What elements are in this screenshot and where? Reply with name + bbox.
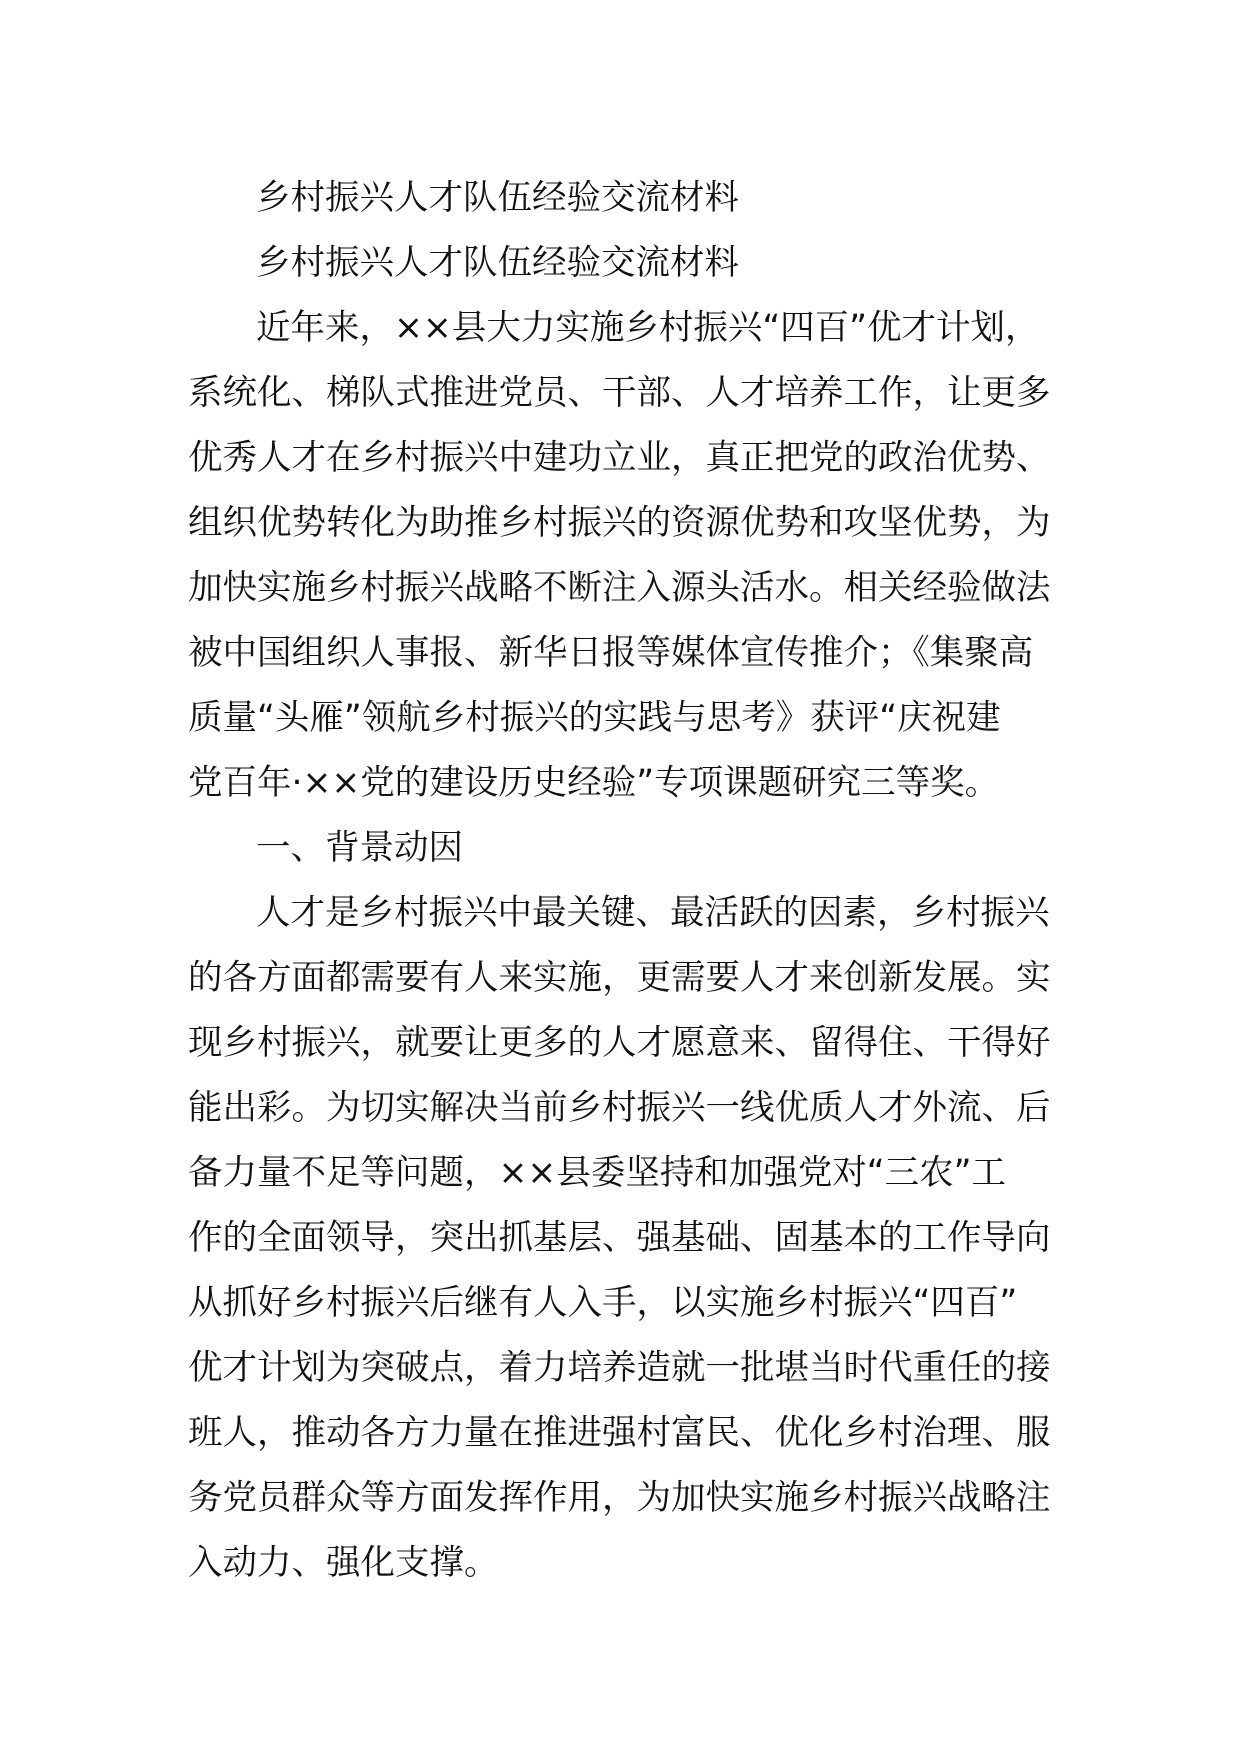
paragraph-line: 能出彩。为切实解决当前乡村振兴一线优质人才外流、后 [188, 1088, 1051, 1128]
paragraph-line: 从抓好乡村振兴后继有人入手，以实施乡村振兴“四百” [188, 1283, 1018, 1323]
document-subtitle: 乡村振兴人才队伍经验交流材料 [256, 243, 739, 283]
section-heading: 一、背景动因 [256, 828, 463, 868]
paragraph-line: 入动力、强化支撑。 [188, 1543, 499, 1583]
paragraph-line: 备力量不足等问题，××县委坚持和加强党对“三农”工 [188, 1153, 1007, 1193]
paragraph-line: 人才是乡村振兴中最关键、最活跃的因素，乡村振兴 [256, 893, 1050, 933]
paragraph-line: 务党员群众等方面发挥作用，为加快实施乡村振兴战略注 [188, 1478, 1051, 1518]
paragraph-line: 被中国组织人事报、新华日报等媒体宣传推介；《集聚高 [188, 633, 1034, 673]
paragraph-line: 加快实施乡村振兴战略不断注入源头活水。相关经验做法 [188, 568, 1051, 608]
paragraph-line: 质量“头雁”领航乡村振兴的实践与思考》获评“庆祝建 [188, 698, 1001, 738]
paragraph-line: 的各方面都需要有人来实施，更需要人才来创新发展。实 [188, 958, 1051, 998]
paragraph-line: 优秀人才在乡村振兴中建功立业，真正把党的政治优势、 [188, 438, 1051, 478]
paragraph-line: 班人，推动各方力量在推进强村富民、优化乡村治理、服 [188, 1413, 1051, 1453]
paragraph-line: 优才计划为突破点，着力培养造就一批堪当时代重任的接 [188, 1348, 1051, 1388]
intro-paragraph [188, 296, 1068, 816]
body-paragraph [188, 881, 1068, 1596]
document-title: 乡村振兴人才队伍经验交流材料 [256, 178, 739, 218]
paragraph-line: 近年来，××县大力实施乡村振兴“四百”优才计划， [256, 308, 1040, 348]
paragraph-line: 作的全面领导，突出抓基层、强基础、固基本的工作导向 [188, 1218, 1051, 1258]
document-body [188, 166, 1068, 1596]
paragraph-line: 现乡村振兴，就要让更多的人才愿意来、留得住、干得好 [188, 1023, 1051, 1063]
paragraph-line: 组织优势转化为助推乡村振兴的资源优势和攻坚优势，为 [188, 503, 1051, 543]
paragraph-line: 系统化、梯队式推进党员、干部、人才培养工作，让更多 [188, 373, 1051, 413]
paragraph-line: 党百年·××党的建设历史经验”专项课题研究三等奖。 [188, 763, 1000, 803]
